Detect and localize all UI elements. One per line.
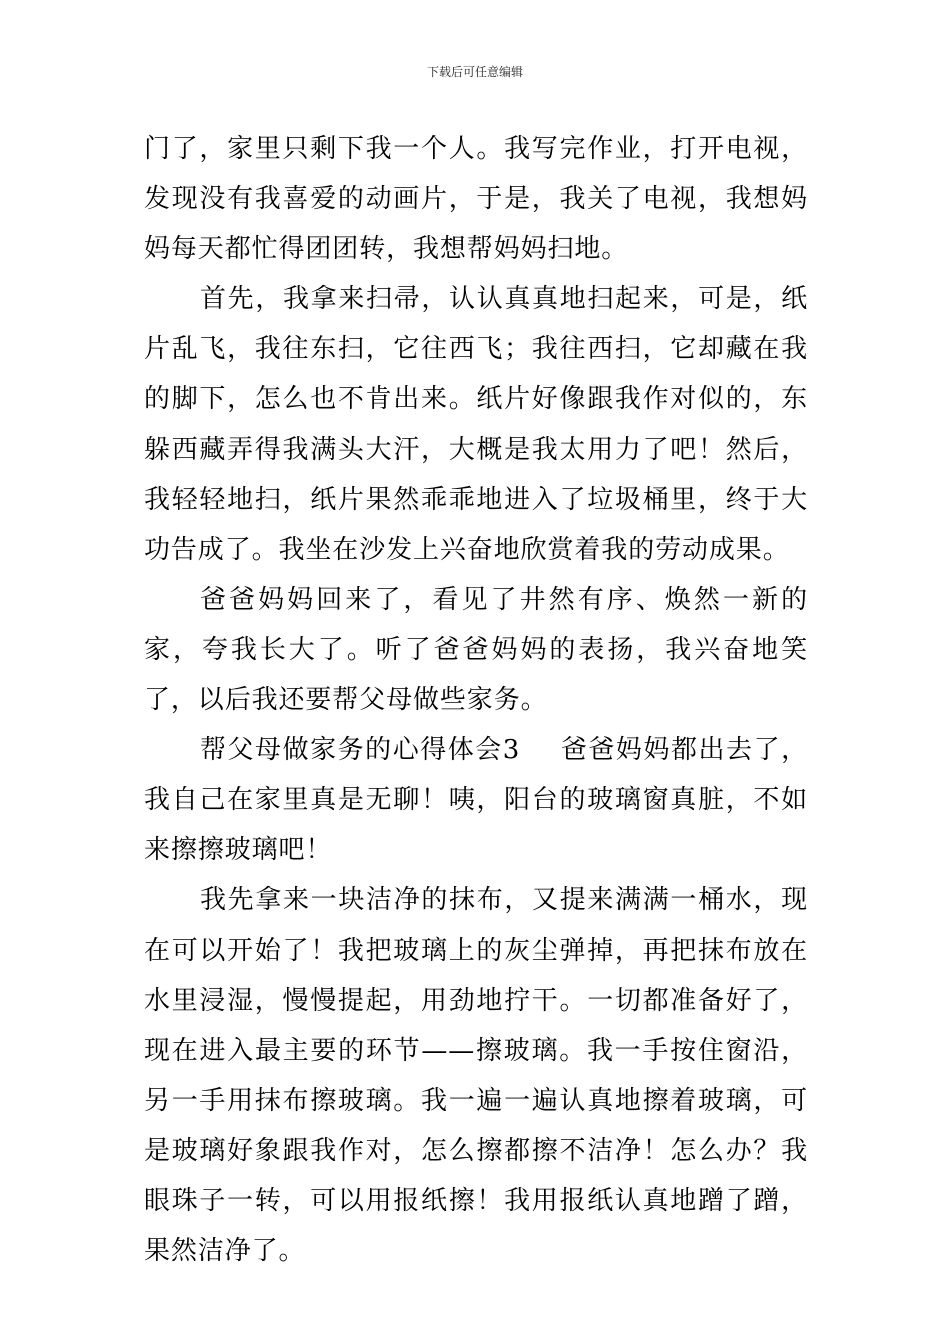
- paragraph-parents-return: 爸爸妈妈回来了，看见了井然有序、焕然一新的家，夸我长大了。听了爸爸妈妈的表扬，我兴奋地笑了，以后我还要帮父母做些家务。: [144, 584, 808, 716]
- section-paragraph: [144, 725, 808, 875]
- page-header: 下载后可任意编辑: [426, 65, 523, 79]
- section-intro-text: 爸爸妈妈都出去了，我自己在家里真是无聊！咦，阳台的玻璃窗真脏，不如来擦擦玻璃吧！: [144, 735, 808, 866]
- paragraph-window-cleaning: 我先拿来一块洁净的抹布，又提来满满一桶水，现在可以开始了！我把玻璃上的灰尘弹掉，再把抹布放在水里浸湿，慢慢提起，用劲地拧干。一切都准备好了，现在进入最主要的环节——擦玻璃。我一手按住窗沿，另一手用抹布擦玻璃。我一遍一遍认真地擦着玻璃，可是玻璃好象跟我作对，怎么擦都擦不洁净！怎么办？我眼珠子一转，可以用报纸擦！我用报纸认真地蹭了蹭，果然洁净了。: [144, 885, 808, 1267]
- paragraph-sweeping: 首先，我拿来扫帚，认认真真地扫起来，可是，纸片乱飞，我往东扫，它往西飞；我往西扫，它却藏在我的脚下，怎么也不肯出来。纸片好像跟我作对似的，东躲西藏弄得我满头大汗，大概是我太用力了吧！然后，我轻轻地扫，纸片果然乖乖地进入了垃圾桶里，终于大功告成了。我坐在沙发上兴奋地欣赏着我的劳动成果。: [144, 284, 808, 565]
- section-title: 帮父母做家务的心得体会3: [200, 735, 521, 766]
- paragraph-continued: 门了，家里只剩下我一个人。我写完作业，打开电视，发现没有我喜爱的动画片，于是，我关了电视，我想妈妈每天都忙得团团转，我想帮妈妈扫地。: [144, 134, 808, 265]
- document-body: [144, 124, 808, 1276]
